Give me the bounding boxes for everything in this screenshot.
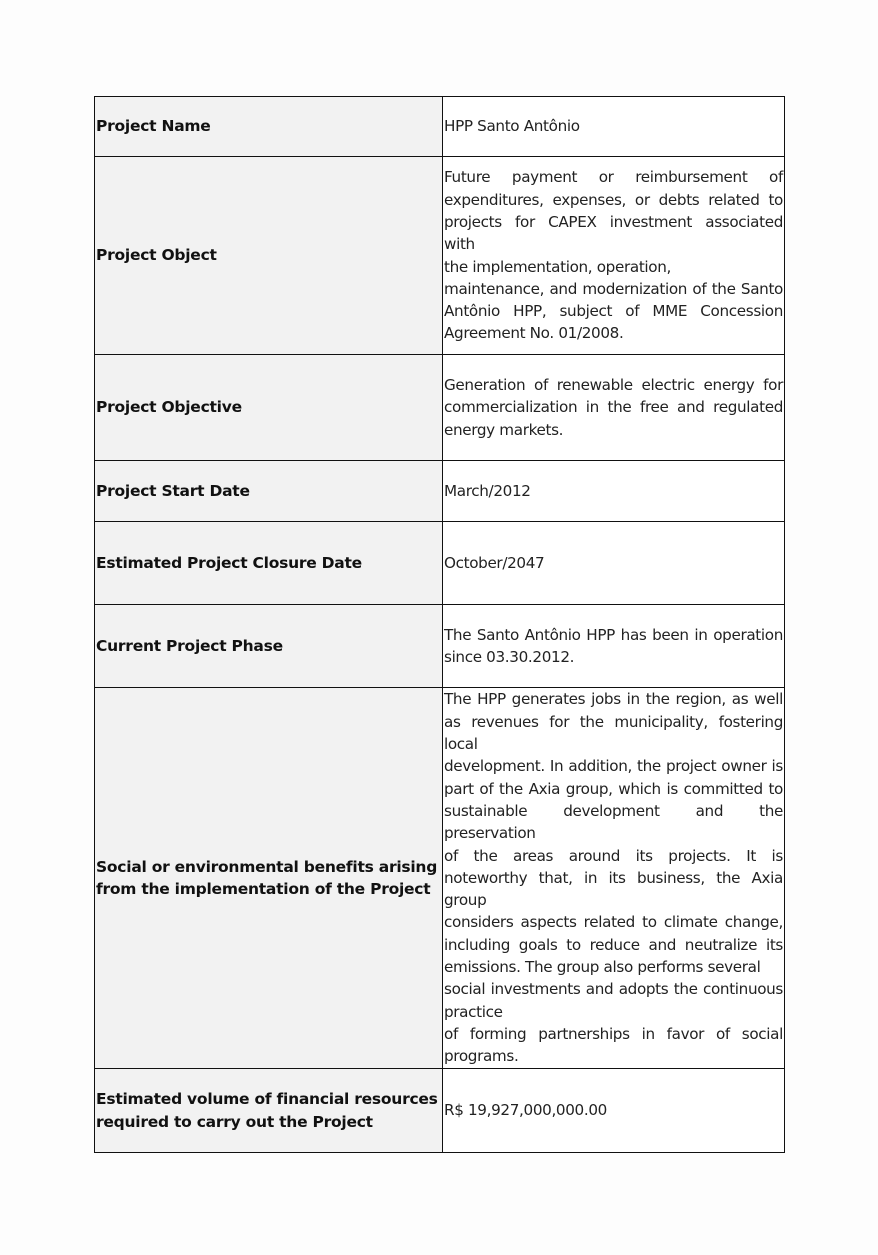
value-line: social investments and adopts the continuous [444, 980, 783, 999]
value-text: March/2012 [444, 481, 531, 500]
row-label-closure-date [95, 522, 443, 605]
value-line: including goals to reduce and neutralize its [444, 935, 783, 954]
value-line: development. In addition, the project owner is [444, 757, 783, 776]
row-label-project-start-date [95, 461, 443, 522]
value-line: Agreement No. 01/2008. [444, 324, 624, 343]
value-line: practice [444, 1002, 503, 1021]
project-info-table [94, 96, 785, 1153]
label-line: from the implementation of the Project [96, 880, 431, 898]
label-text: Project Objective [96, 398, 242, 417]
row-label-financial-resources [95, 1069, 443, 1153]
value-line: The HPP generates jobs in the region, as well [444, 690, 783, 709]
table-row [95, 1069, 785, 1153]
row-label-current-phase [95, 605, 443, 688]
table-row [95, 522, 785, 605]
value-line: since 03.30.2012. [444, 648, 575, 666]
row-value-project-name [443, 97, 785, 157]
value-line: of forming partnerships in favor of social [444, 1024, 783, 1043]
value-line: projects for CAPEX investment associated with [444, 212, 783, 254]
label-text: Current Project Phase [96, 636, 283, 655]
value-line: The Santo Antônio HPP has been in operation [444, 625, 783, 644]
row-value-project-object [443, 157, 785, 355]
table-row [95, 688, 785, 1069]
label-line: required to carry out the Project [96, 1112, 373, 1131]
table-row [95, 605, 785, 688]
value-line: part of the Axia group, which is committed to [444, 779, 783, 798]
value-line: Antônio HPP, subject of MME Concession [444, 302, 783, 321]
label-line: Social or environmental benefits arising [96, 857, 438, 876]
value-line: considers aspects related to climate change, [444, 913, 783, 932]
row-value-current-phase [443, 605, 785, 688]
row-value-project-start-date [443, 461, 785, 522]
row-label-social-benefits [95, 688, 443, 1069]
label-text: Project Name [96, 117, 211, 136]
table-row [95, 355, 785, 461]
value-line: Generation of renewable electric energy for [444, 376, 783, 395]
value-line: of the areas around its projects. It is [444, 846, 783, 865]
table-row [95, 157, 785, 355]
value-line: expenditures, expenses, or debts related to [444, 190, 783, 209]
label-text: Project Start Date [96, 481, 250, 500]
label-text: Estimated Project Closure Date [96, 553, 362, 572]
row-value-financial-resources [443, 1069, 785, 1153]
value-line: noteworthy that, in its business, the Axia group [444, 868, 783, 910]
value-line: emissions. The group also performs several [444, 958, 761, 977]
label-line: Estimated volume of financial resources [96, 1090, 438, 1109]
row-label-project-name [95, 97, 443, 157]
row-value-social-benefits [443, 688, 785, 1069]
value-line: maintenance, and modernization of the Santo [444, 279, 783, 298]
value-line: commercialization in the free and regulated [444, 398, 783, 417]
table-row [95, 97, 785, 157]
value-line: sustainable development and the preservation [444, 801, 783, 843]
row-value-project-objective [443, 355, 785, 461]
row-value-closure-date [443, 522, 785, 605]
table-row [95, 461, 785, 522]
value-line: the implementation, operation, [444, 257, 671, 276]
label-text: Project Object [96, 246, 217, 265]
value-line: as revenues for the municipality, fostering local [444, 712, 783, 754]
value-line: programs. [444, 1047, 519, 1066]
value-text: R$ 19,927,000,000.00 [444, 1101, 607, 1120]
value-text: HPP Santo Antônio [444, 117, 580, 136]
row-label-project-object [95, 157, 443, 355]
value-line: energy markets. [444, 420, 564, 439]
value-line: Future payment or reimbursement of [444, 168, 783, 187]
row-label-project-objective [95, 355, 443, 461]
value-text: October/2047 [444, 553, 545, 572]
